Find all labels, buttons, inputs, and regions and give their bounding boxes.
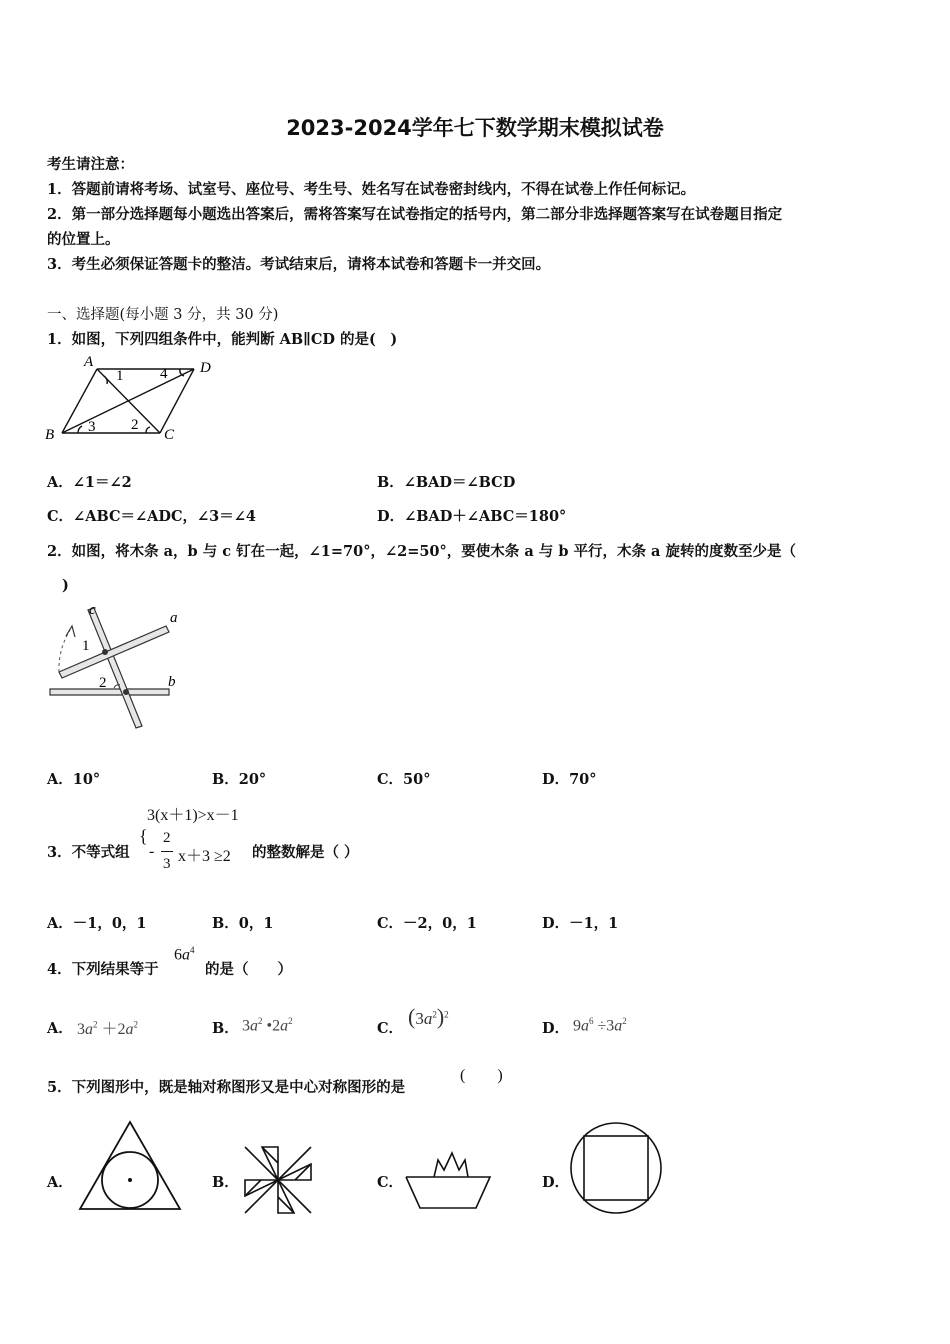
q1-option-a: A．∠1＝∠2 <box>47 474 132 491</box>
q2-option-a: A．10° <box>47 771 101 788</box>
q5-option-b-label: B． <box>212 1174 239 1191</box>
q3-option-a: A．－1，0，1 <box>47 915 147 932</box>
q1-parallelogram-figure <box>42 352 232 447</box>
q1-label-d: D <box>200 360 211 376</box>
q5-option-a-triangle-circle-figure <box>76 1118 186 1214</box>
q2-wood-strips-figure <box>42 600 192 735</box>
q2-label-c: c <box>89 602 96 618</box>
q4-option-a-label: A． <box>47 1020 73 1037</box>
q1-option-c: C．∠ABC＝∠ADC，∠3＝∠4 <box>47 508 256 525</box>
q3-frac-den: 3 <box>163 856 171 872</box>
q5-option-c-boat-figure <box>404 1150 494 1212</box>
page-title: 2023-2024学年七下数学期末模拟试卷 <box>286 116 664 140</box>
q2-option-c: C．50° <box>377 771 431 788</box>
q1-angle-3: 3 <box>88 419 96 435</box>
q2-label-a: a <box>170 610 178 626</box>
q3-option-d: D．－1，1 <box>542 915 619 932</box>
q5-stem: 5．下列图形中，既是轴对称图形又是中心对称图形的是 <box>47 1079 406 1096</box>
q4-option-d-label: D． <box>542 1020 570 1037</box>
q3-frac-num: 2 <box>163 830 171 846</box>
q3-suffix: 的整数解是（ ） <box>252 844 359 861</box>
q5-paren: ( ) <box>460 1067 503 1084</box>
q1-label-a: A <box>84 354 94 370</box>
q1-option-d: D．∠BAD＋∠ABC＝180° <box>377 508 567 525</box>
q5-option-d-label: D． <box>542 1174 570 1191</box>
q1-angle-4: 4 <box>160 366 168 382</box>
q4-option-b-label: B． <box>212 1020 239 1037</box>
q1-stem: 1．如图，下列四组条件中，能判断 AB∥CD 的是( ) <box>47 331 398 348</box>
q3-option-b: B．0，1 <box>212 915 274 932</box>
q3-minus: - <box>149 843 155 860</box>
q1-label-c: C <box>164 427 175 443</box>
notice-item-2-cont: 的位置上。 <box>47 231 120 248</box>
q1-angle-1: 1 <box>116 368 124 384</box>
q4-suffix: 的是（ ） <box>205 961 292 978</box>
q2-angle-1: 1 <box>82 638 90 654</box>
q5-option-c-label: C． <box>377 1174 404 1191</box>
q4-target-expression: $6a^4$ <box>174 945 195 964</box>
q4-option-a-expression: $3a^2 +2a^2$ <box>77 1019 139 1038</box>
q4-prefix: 4．下列结果等于 <box>47 961 159 978</box>
q3-frac-bar <box>161 851 173 852</box>
notice-heading: 考生请注意： <box>47 156 134 173</box>
notice-item-2: 2．第一部分选择题每小题选出答案后，需将答案写在试卷指定的括号内，第二部分非选择题答案写在试卷题目指定 <box>47 206 783 223</box>
q1-angle-2: 2 <box>131 417 139 433</box>
q3-brace: { <box>139 826 148 846</box>
q2-option-d: D．70° <box>542 771 597 788</box>
q3-inequality-1: 3(x＋1)>x－1 <box>147 807 239 824</box>
q5-option-a-label: A． <box>47 1174 73 1191</box>
q3-option-c: C．－2，0，1 <box>377 915 477 932</box>
q2-nail-2 <box>123 689 129 695</box>
section-heading: 一、选择题(每小题 3 分，共 30 分) <box>47 307 279 323</box>
q2-stem-close: ) <box>62 577 69 594</box>
q4-option-c-label: C． <box>377 1020 404 1037</box>
q4-option-c-expression: $(3a^2)^2$ <box>408 1004 449 1029</box>
q3-inequality-2: x＋3 ≥2 <box>178 848 231 865</box>
q5-option-d-circle-square-figure <box>568 1120 664 1216</box>
q2-label-b: b <box>168 674 176 690</box>
q1-option-b: B．∠BAD＝∠BCD <box>377 474 516 491</box>
notice-item-1: 1．答题前请将考场、试室号、座位号、考生号、姓名写在试卷密封线内，不得在试卷上作任何标记。 <box>47 181 696 198</box>
q2-nail-1 <box>102 649 108 655</box>
q2-angle-2: 2 <box>99 675 107 691</box>
q2-stem: 2．如图，将木条 a，b 与 c 钉在一起，∠1=70°，∠2=50°，要使木条 a 与 b 平行，木条 a 旋转的度数至少是（ <box>47 543 796 560</box>
q3-prefix: 3．不等式组 <box>47 844 130 861</box>
q1-label-b: B <box>45 427 55 443</box>
q4-option-b-expression: $3a^2$ $•2a^2$ <box>242 1016 293 1035</box>
notice-item-3: 3．考生必须保证答题卡的整洁。考试结束后，请将本试卷和答题卡一并交回。 <box>47 256 551 273</box>
q4-option-d-expression: $9a^6 \div 3a^2$ <box>573 1016 627 1035</box>
q2-option-b: B．20° <box>212 771 267 788</box>
q5-option-b-pinwheel-figure <box>243 1145 313 1215</box>
